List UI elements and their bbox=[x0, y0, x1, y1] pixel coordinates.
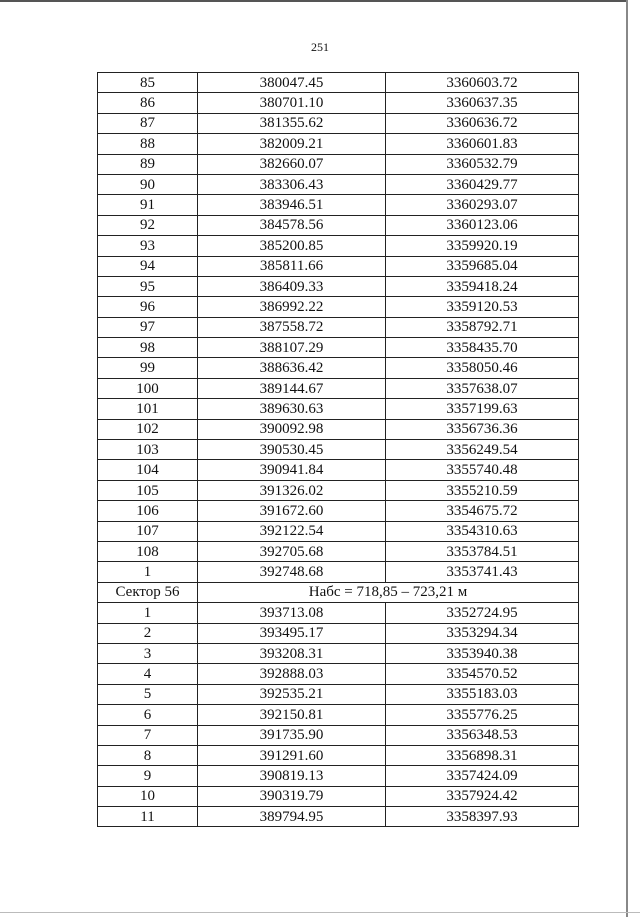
point-number: 1 bbox=[98, 562, 198, 582]
x-coordinate: 391735.90 bbox=[198, 725, 386, 745]
table-row bbox=[98, 521, 579, 541]
table-row bbox=[98, 480, 579, 500]
y-coordinate: 3356348.53 bbox=[386, 725, 579, 745]
point-number: 91 bbox=[98, 195, 198, 215]
y-coordinate: 3358397.93 bbox=[386, 807, 579, 827]
y-coordinate: 3356898.31 bbox=[386, 745, 579, 765]
table-row bbox=[98, 174, 579, 194]
point-number: 101 bbox=[98, 399, 198, 419]
x-coordinate: 390819.13 bbox=[198, 766, 386, 786]
x-coordinate: 382009.21 bbox=[198, 134, 386, 154]
x-coordinate: 388107.29 bbox=[198, 338, 386, 358]
table-row bbox=[98, 93, 579, 113]
point-number: 107 bbox=[98, 521, 198, 541]
point-number: 105 bbox=[98, 480, 198, 500]
x-coordinate: 392748.68 bbox=[198, 562, 386, 582]
sector-header bbox=[98, 582, 579, 602]
x-coordinate: 389144.67 bbox=[198, 378, 386, 398]
table-row bbox=[98, 419, 579, 439]
point-number: 90 bbox=[98, 174, 198, 194]
y-coordinate: 3360603.72 bbox=[386, 73, 579, 93]
table-row bbox=[98, 236, 579, 256]
table-row bbox=[98, 745, 579, 765]
table-row bbox=[98, 276, 579, 296]
point-number: 9 bbox=[98, 766, 198, 786]
x-coordinate: 392150.81 bbox=[198, 705, 386, 725]
table-row bbox=[98, 399, 579, 419]
point-number: 103 bbox=[98, 440, 198, 460]
y-coordinate: 3359120.53 bbox=[386, 297, 579, 317]
y-coordinate: 3353784.51 bbox=[386, 541, 579, 561]
point-number: 98 bbox=[98, 338, 198, 358]
table-row bbox=[98, 297, 579, 317]
y-coordinate: 3353294.34 bbox=[386, 623, 579, 643]
x-coordinate: 389630.63 bbox=[198, 399, 386, 419]
x-coordinate: 385200.85 bbox=[198, 236, 386, 256]
table-row bbox=[98, 256, 579, 276]
y-coordinate: 3355210.59 bbox=[386, 480, 579, 500]
point-number: 1 bbox=[98, 603, 198, 623]
y-coordinate: 3358050.46 bbox=[386, 358, 579, 378]
scan-edge-bottom bbox=[0, 912, 640, 913]
point-number: 10 bbox=[98, 786, 198, 806]
x-coordinate: 390319.79 bbox=[198, 786, 386, 806]
table-body-upper bbox=[98, 73, 579, 583]
y-coordinate: 3360601.83 bbox=[386, 134, 579, 154]
point-number: 11 bbox=[98, 807, 198, 827]
y-coordinate: 3356736.36 bbox=[386, 419, 579, 439]
point-number: 92 bbox=[98, 215, 198, 235]
y-coordinate: 3354570.52 bbox=[386, 664, 579, 684]
y-coordinate: 3358792.71 bbox=[386, 317, 579, 337]
point-number: 2 bbox=[98, 623, 198, 643]
point-number: 94 bbox=[98, 256, 198, 276]
table-row bbox=[98, 460, 579, 480]
table-row bbox=[98, 195, 579, 215]
y-coordinate: 3356249.54 bbox=[386, 440, 579, 460]
table-row bbox=[98, 154, 579, 174]
x-coordinate: 390092.98 bbox=[198, 419, 386, 439]
y-coordinate: 3359418.24 bbox=[386, 276, 579, 296]
table-row bbox=[98, 664, 579, 684]
y-coordinate: 3359685.04 bbox=[386, 256, 579, 276]
y-coordinate: 3360637.35 bbox=[386, 93, 579, 113]
point-number: 96 bbox=[98, 297, 198, 317]
y-coordinate: 3353741.43 bbox=[386, 562, 579, 582]
y-coordinate: 3357924.42 bbox=[386, 786, 579, 806]
y-coordinate: 3358435.70 bbox=[386, 338, 579, 358]
table-row bbox=[98, 338, 579, 358]
point-number: 108 bbox=[98, 541, 198, 561]
scan-edge-top bbox=[0, 0, 628, 2]
x-coordinate: 392535.21 bbox=[198, 684, 386, 704]
x-coordinate: 390530.45 bbox=[198, 440, 386, 460]
point-number: 95 bbox=[98, 276, 198, 296]
x-coordinate: 380047.45 bbox=[198, 73, 386, 93]
point-number: 102 bbox=[98, 419, 198, 439]
x-coordinate: 387558.72 bbox=[198, 317, 386, 337]
y-coordinate: 3360636.72 bbox=[386, 113, 579, 133]
y-coordinate: 3354675.72 bbox=[386, 501, 579, 521]
x-coordinate: 391672.60 bbox=[198, 501, 386, 521]
y-coordinate: 3354310.63 bbox=[386, 521, 579, 541]
x-coordinate: 393208.31 bbox=[198, 643, 386, 663]
table-row bbox=[98, 705, 579, 725]
x-coordinate: 392888.03 bbox=[198, 664, 386, 684]
x-coordinate: 383306.43 bbox=[198, 174, 386, 194]
page-number: 251 bbox=[311, 40, 329, 54]
x-coordinate: 383946.51 bbox=[198, 195, 386, 215]
x-coordinate: 392705.68 bbox=[198, 541, 386, 561]
table-row bbox=[98, 378, 579, 398]
point-number: 7 bbox=[98, 725, 198, 745]
y-coordinate: 3360532.79 bbox=[386, 154, 579, 174]
table-row bbox=[98, 134, 579, 154]
table-row bbox=[98, 358, 579, 378]
x-coordinate: 386409.33 bbox=[198, 276, 386, 296]
coordinates-table bbox=[97, 72, 579, 827]
point-number: 6 bbox=[98, 705, 198, 725]
x-coordinate: 380701.10 bbox=[198, 93, 386, 113]
table-row bbox=[98, 807, 579, 827]
point-number: 104 bbox=[98, 460, 198, 480]
point-number: 3 bbox=[98, 643, 198, 663]
point-number: 100 bbox=[98, 378, 198, 398]
table-row bbox=[98, 73, 579, 93]
sector-height-range: Набс = 718,85 – 723,21 м bbox=[198, 582, 579, 602]
y-coordinate: 3357424.09 bbox=[386, 766, 579, 786]
x-coordinate: 385811.66 bbox=[198, 256, 386, 276]
x-coordinate: 388636.42 bbox=[198, 358, 386, 378]
y-coordinate: 3355183.03 bbox=[386, 684, 579, 704]
table-row bbox=[98, 317, 579, 337]
y-coordinate: 3355776.25 bbox=[386, 705, 579, 725]
point-number: 85 bbox=[98, 73, 198, 93]
x-coordinate: 382660.07 bbox=[198, 154, 386, 174]
table-row bbox=[98, 623, 579, 643]
x-coordinate: 390941.84 bbox=[198, 460, 386, 480]
x-coordinate: 393495.17 bbox=[198, 623, 386, 643]
y-coordinate: 3353940.38 bbox=[386, 643, 579, 663]
table-row bbox=[98, 501, 579, 521]
table-row bbox=[98, 643, 579, 663]
x-coordinate: 391326.02 bbox=[198, 480, 386, 500]
x-coordinate: 393713.08 bbox=[198, 603, 386, 623]
x-coordinate: 386992.22 bbox=[198, 297, 386, 317]
point-number: 87 bbox=[98, 113, 198, 133]
table-row bbox=[98, 725, 579, 745]
y-coordinate: 3360123.06 bbox=[386, 215, 579, 235]
point-number: 93 bbox=[98, 236, 198, 256]
table-row bbox=[98, 786, 579, 806]
table-row bbox=[98, 215, 579, 235]
y-coordinate: 3355740.48 bbox=[386, 460, 579, 480]
sector-label: Сектор 56 bbox=[98, 582, 198, 602]
x-coordinate: 392122.54 bbox=[198, 521, 386, 541]
table-row bbox=[98, 113, 579, 133]
x-coordinate: 384578.56 bbox=[198, 215, 386, 235]
point-number: 106 bbox=[98, 501, 198, 521]
y-coordinate: 3357638.07 bbox=[386, 378, 579, 398]
y-coordinate: 3360429.77 bbox=[386, 174, 579, 194]
y-coordinate: 3359920.19 bbox=[386, 236, 579, 256]
x-coordinate: 389794.95 bbox=[198, 807, 386, 827]
sector-row bbox=[98, 582, 579, 602]
y-coordinate: 3352724.95 bbox=[386, 603, 579, 623]
table-row bbox=[98, 684, 579, 704]
table-body-lower bbox=[98, 603, 579, 827]
scan-edge-right bbox=[626, 0, 628, 917]
point-number: 88 bbox=[98, 134, 198, 154]
point-number: 5 bbox=[98, 684, 198, 704]
y-coordinate: 3360293.07 bbox=[386, 195, 579, 215]
point-number: 99 bbox=[98, 358, 198, 378]
point-number: 97 bbox=[98, 317, 198, 337]
point-number: 4 bbox=[98, 664, 198, 684]
table-row bbox=[98, 562, 579, 582]
x-coordinate: 381355.62 bbox=[198, 113, 386, 133]
point-number: 89 bbox=[98, 154, 198, 174]
x-coordinate: 391291.60 bbox=[198, 745, 386, 765]
table-row bbox=[98, 766, 579, 786]
table-row bbox=[98, 603, 579, 623]
point-number: 86 bbox=[98, 93, 198, 113]
table-row bbox=[98, 541, 579, 561]
point-number: 8 bbox=[98, 745, 198, 765]
y-coordinate: 3357199.63 bbox=[386, 399, 579, 419]
table-row bbox=[98, 440, 579, 460]
